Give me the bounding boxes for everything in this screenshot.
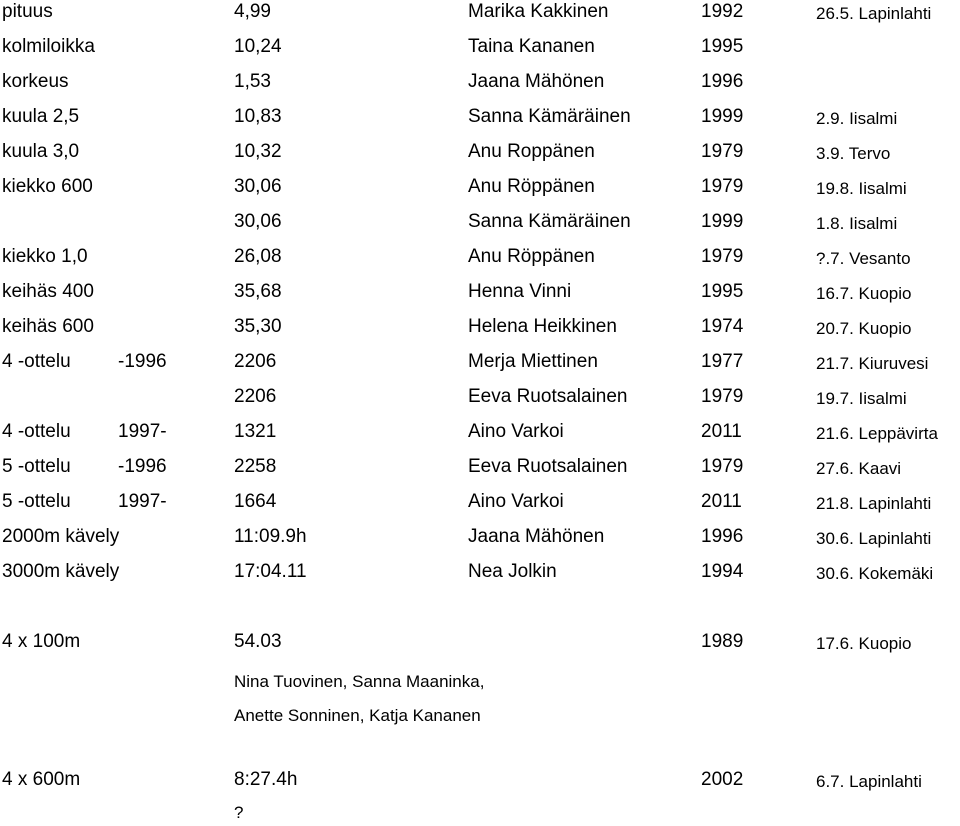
record-row [0, 420, 960, 455]
athlete-name: Eeva Ruotsalainen [468, 386, 628, 407]
date-place: 3.9. Tervo [816, 144, 891, 163]
result: 30,06 [234, 211, 282, 232]
birth-year: 1995 [701, 36, 744, 57]
record-row [0, 560, 960, 595]
record-row [0, 70, 960, 105]
birth-year: 1992 [701, 1, 744, 22]
record-row [0, 35, 960, 70]
relay-result: 54.03 [234, 631, 282, 652]
result: 30,06 [234, 176, 282, 197]
date-place: ?.7. Vesanto [816, 249, 911, 268]
record-row [0, 245, 960, 280]
date-place: 27.6. Kaavi [816, 459, 902, 478]
athlete-name: Helena Heikkinen [468, 316, 617, 337]
birth-year: 1999 [701, 211, 744, 232]
date-place: 21.6. Leppävirta [816, 424, 938, 443]
athlete-name: Aino Varkoi [468, 491, 564, 512]
relay-team-line: Nina Tuovinen, Sanna Maaninka, [234, 672, 485, 691]
result: 26,08 [234, 246, 282, 267]
event-name: 4 -ottelu [2, 351, 71, 372]
relay-event: 4 x 600m [2, 769, 81, 790]
record-row [0, 385, 960, 420]
athlete-name: Marika Kakkinen [468, 1, 609, 22]
result: 2206 [234, 351, 277, 372]
event-name: kiekko 600 [2, 176, 93, 197]
event-name: pituus [2, 1, 53, 22]
record-row [0, 490, 960, 525]
date-place: 21.8. Lapinlahti [816, 494, 932, 513]
birth-year: 1977 [701, 351, 744, 372]
result: 35,30 [234, 316, 282, 337]
birth-year: 1996 [701, 526, 744, 547]
date-place: 1.8. Iisalmi [816, 214, 898, 233]
relay-row [0, 768, 960, 803]
result: 10,24 [234, 36, 282, 57]
date-place: 26.5. Lapinlahti [816, 4, 932, 23]
athlete-name: Anu Röppänen [468, 176, 595, 197]
date-place: 21.7. Kiuruvesi [816, 354, 929, 373]
event-name: keihäs 600 [2, 316, 94, 337]
event-name: kuula 3,0 [2, 141, 80, 162]
event-name: 2000m kävely [2, 526, 120, 547]
date-place: 16.7. Kuopio [816, 284, 912, 303]
result: 4,99 [234, 1, 271, 22]
relay-row [0, 630, 960, 665]
birth-year: 1974 [701, 316, 744, 337]
athlete-name: Jaana Mähönen [468, 71, 605, 92]
birth-year: 1979 [701, 246, 744, 267]
result: 1,53 [234, 71, 271, 92]
birth-year: 2011 [701, 421, 742, 442]
record-row [0, 455, 960, 490]
birth-year: 1979 [701, 141, 744, 162]
result: 1664 [234, 491, 277, 512]
event-age-class: 1997- [118, 491, 167, 512]
record-row [0, 350, 960, 385]
relay-year: 1989 [701, 631, 744, 652]
event-age-class: -1996 [118, 351, 167, 372]
date-place: 19.7. Iisalmi [816, 389, 907, 408]
record-row [0, 280, 960, 315]
birth-year: 1979 [701, 176, 744, 197]
date-place: 20.7. Kuopio [816, 319, 912, 338]
event-name: kiekko 1,0 [2, 246, 88, 267]
birth-year: 1996 [701, 71, 744, 92]
relay-team-line: ? [234, 803, 244, 822]
date-place: 30.6. Kokemäki [816, 564, 934, 583]
result: 17:04.11 [234, 561, 307, 582]
record-row [0, 0, 960, 35]
record-row [0, 315, 960, 350]
relay-date-place: 6.7. Lapinlahti [816, 772, 922, 791]
event-age-class: 1997- [118, 421, 167, 442]
relay-year: 2002 [701, 769, 744, 790]
event-name: kuula 2,5 [2, 106, 80, 127]
athlete-name: Nea Jolkin [468, 561, 557, 582]
relay-result: 8:27.4h [234, 769, 298, 790]
record-row [0, 175, 960, 210]
athlete-name: Sanna Kämäräinen [468, 211, 631, 232]
birth-year: 2011 [701, 491, 742, 512]
birth-year: 1979 [701, 386, 744, 407]
record-row [0, 140, 960, 175]
athlete-name: Anu Röppänen [468, 246, 595, 267]
result: 10,83 [234, 106, 282, 127]
event-name: 4 -ottelu [2, 421, 71, 442]
event-name: korkeus [2, 71, 69, 92]
athlete-name: Sanna Kämäräinen [468, 106, 631, 127]
result: 11:09.9h [234, 526, 307, 547]
athlete-name: Jaana Mähönen [468, 526, 605, 547]
relay-event: 4 x 100m [2, 631, 81, 652]
athlete-name: Merja Miettinen [468, 351, 598, 372]
record-row [0, 105, 960, 140]
athlete-name: Henna Vinni [468, 281, 572, 302]
event-age-class: -1996 [118, 456, 167, 477]
result: 2258 [234, 456, 277, 477]
athlete-name: Taina Kananen [468, 36, 595, 57]
event-name: kolmiloikka [2, 36, 95, 57]
result: 1321 [234, 421, 277, 442]
birth-year: 1999 [701, 106, 744, 127]
birth-year: 1994 [701, 561, 744, 582]
date-place: 30.6. Lapinlahti [816, 529, 932, 548]
relay-team-line: Anette Sonninen, Katja Kananen [234, 706, 481, 725]
date-place: 2.9. Iisalmi [816, 109, 898, 128]
result: 10,32 [234, 141, 282, 162]
record-row [0, 525, 960, 560]
result: 35,68 [234, 281, 282, 302]
result: 2206 [234, 386, 277, 407]
event-name: 3000m kävely [2, 561, 120, 582]
birth-year: 1995 [701, 281, 744, 302]
relay-date-place: 17.6. Kuopio [816, 634, 912, 653]
event-name: keihäs 400 [2, 281, 94, 302]
athlete-name: Eeva Ruotsalainen [468, 456, 628, 477]
athlete-name: Aino Varkoi [468, 421, 564, 442]
event-name: 5 -ottelu [2, 456, 71, 477]
record-row [0, 210, 960, 245]
event-name: 5 -ottelu [2, 491, 71, 512]
athlete-name: Anu Roppänen [468, 141, 595, 162]
birth-year: 1979 [701, 456, 744, 477]
date-place: 19.8. Iisalmi [816, 179, 907, 198]
